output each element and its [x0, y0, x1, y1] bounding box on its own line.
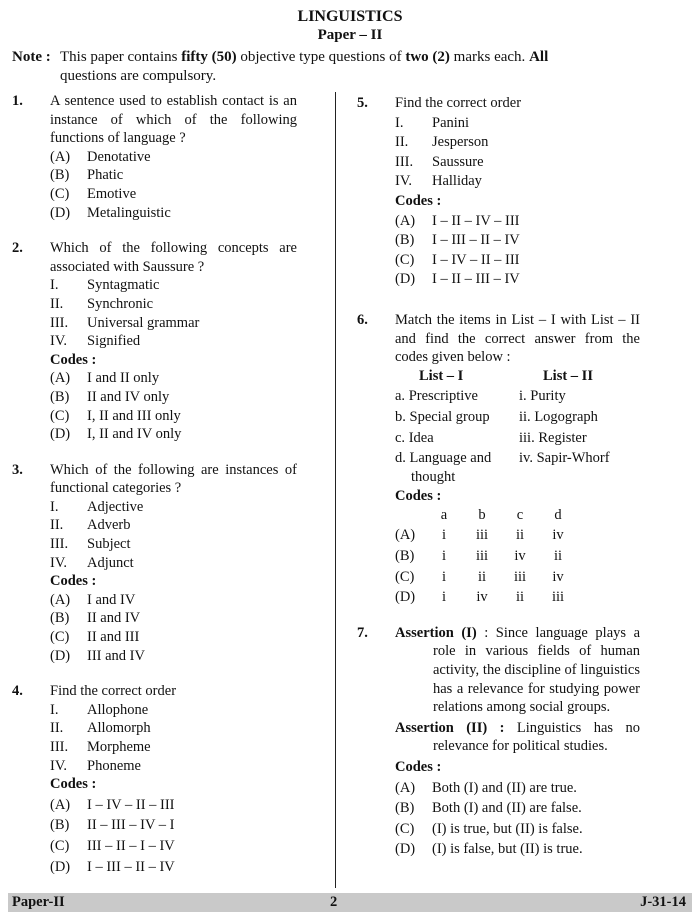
question-2 [12, 239, 297, 444]
match-row: a. Prescriptive i. Purity [395, 388, 566, 405]
footer-paper-label: Paper-II [12, 894, 65, 910]
match-row: c. Idea iii. Register [395, 429, 587, 446]
question-number: 3. [12, 461, 23, 478]
question-5 [357, 94, 640, 289]
list-item: IV. Halliday [395, 173, 482, 190]
question-number: 6. [357, 311, 368, 328]
assertion-2: Assertion (II) : Linguistics has no relevance for political studies. [395, 719, 641, 755]
question-stem: Match the items in List – I with List – II and find the correct answer from the codes given below : [395, 311, 640, 366]
list-item: III. Universal grammar [50, 314, 200, 331]
option-c: (C) I, II and III only [50, 407, 181, 424]
question-7 [357, 624, 640, 859]
option-c: (C) II and III [50, 629, 140, 646]
option-d: (D) I – II – III – IV [395, 271, 520, 288]
option-b: (B) Phatic [50, 167, 124, 184]
option-c: (C) III – II – I – IV [50, 837, 175, 854]
option-a: (A) i iii ii iv [395, 527, 564, 544]
left-column [12, 92, 297, 876]
note [12, 48, 688, 86]
page-footer [8, 893, 692, 912]
question-number: 4. [12, 683, 23, 700]
assertion-1: Assertion (I) : Since language plays a role in various fields of human activity, the discipline of linguistics has a relevance for studying power relations among social groups. [395, 624, 641, 716]
option-c: (C) (I) is true, but (II) is false. [395, 820, 583, 837]
option-b: (B) II and IV [50, 610, 141, 627]
option-a: (A) I – II – IV – III [395, 212, 520, 229]
page-title: LINGUISTICS [297, 8, 403, 25]
list-item: I. Syntagmatic [50, 277, 160, 294]
option-c: (C) I – IV – II – III [395, 251, 520, 268]
codes-label: Codes : [50, 776, 97, 793]
match-header [395, 367, 640, 386]
list-item: IV. Adjunct [50, 554, 134, 571]
codes-grid [395, 506, 640, 607]
footer-page-number: 2 [330, 894, 338, 910]
match-table [395, 367, 640, 487]
right-column [357, 94, 640, 859]
list-item: I. Allophone [50, 701, 149, 718]
codes-label: Codes : [50, 351, 97, 368]
question-stem: Which of the following are instances of functional categories ? [50, 461, 297, 497]
question-number: 5. [357, 95, 368, 111]
note-label: Note : [12, 49, 51, 65]
question-number: 7. [357, 624, 368, 641]
match-row: thought [411, 468, 456, 485]
codes-label: Codes : [395, 192, 442, 209]
option-c: (C) i ii iii iv [395, 568, 564, 585]
footer-code: J-31-14 [640, 894, 686, 910]
option-d: (D) I – III – II – IV [50, 858, 175, 875]
option-d: (D) I, II and IV only [50, 426, 182, 443]
question-3 [12, 461, 297, 666]
list-item: III. Saussure [395, 153, 484, 170]
question-number: 1. [12, 93, 23, 109]
paper-subtitle: Paper – II [317, 27, 383, 43]
question-1 [12, 92, 297, 222]
assertion-block [395, 624, 640, 756]
list-item: I. Adjective [50, 498, 144, 515]
option-d: (D) i iv ii iii [395, 589, 565, 606]
option-b: (B) II and IV only [50, 388, 170, 405]
option-b: (B) i iii iv ii [395, 548, 563, 565]
option-a: (A) Denotative [50, 148, 151, 165]
question-stem: Which of the following concepts are associated with Saussure ? [50, 240, 297, 275]
list-item: II. Synchronic [50, 295, 154, 312]
list-item: IV. Phoneme [50, 757, 141, 774]
list-item: IV. Signified [50, 333, 141, 350]
codes-label: Codes : [50, 573, 97, 590]
question-6 [357, 311, 640, 607]
codes-header-row: a b c d [440, 506, 562, 523]
option-a: (A) I and II only [50, 370, 160, 387]
list-item: I. Panini [395, 114, 470, 131]
question-stem: A sentence used to establish contact is an instance of which of the following functions of language ? [50, 93, 297, 147]
list-item: III. Morpheme [50, 739, 151, 755]
option-b: (B) II – III – IV – I [50, 817, 175, 834]
option-c: (C) Emotive [50, 185, 137, 202]
option-b: (B) Both (I) and (II) are false. [395, 800, 582, 817]
question-4 [12, 682, 297, 876]
column-divider [335, 92, 336, 888]
list-2-heading: List – II [543, 367, 593, 384]
match-row: b. Special group ii. Logograph [395, 408, 598, 425]
question-number: 2. [12, 240, 23, 257]
codes-label: Codes : [395, 488, 442, 505]
option-d: (D) (I) is false, but (II) is true. [395, 841, 583, 858]
match-row: d. Language and iv. Sapir-Whorf [395, 450, 610, 467]
codes-label: Codes : [395, 759, 442, 775]
option-d: (D) Metalinguistic [50, 204, 171, 221]
list-item: II. Jesperson [395, 134, 489, 151]
note-continuation: questions are compulsory. [60, 68, 217, 84]
question-stem: Find the correct order [395, 95, 522, 111]
option-b: (B) I – III – II – IV [395, 232, 520, 249]
list-item: III. Subject [50, 536, 131, 553]
option-d: (D) III and IV [50, 647, 145, 664]
list-item: II. Adverb [50, 517, 131, 534]
list-item: II. Allomorph [50, 720, 151, 737]
option-a: (A) I – IV – II – III [50, 796, 175, 813]
option-a: (A) I and IV [50, 591, 136, 608]
list-1-heading: List – I [419, 367, 464, 384]
option-a: (A) Both (I) and (II) are true. [395, 779, 577, 796]
note-text: This paper contains fifty (50) objective type questions of two (2) marks each. All [60, 49, 549, 65]
question-stem: Find the correct order [50, 683, 177, 700]
